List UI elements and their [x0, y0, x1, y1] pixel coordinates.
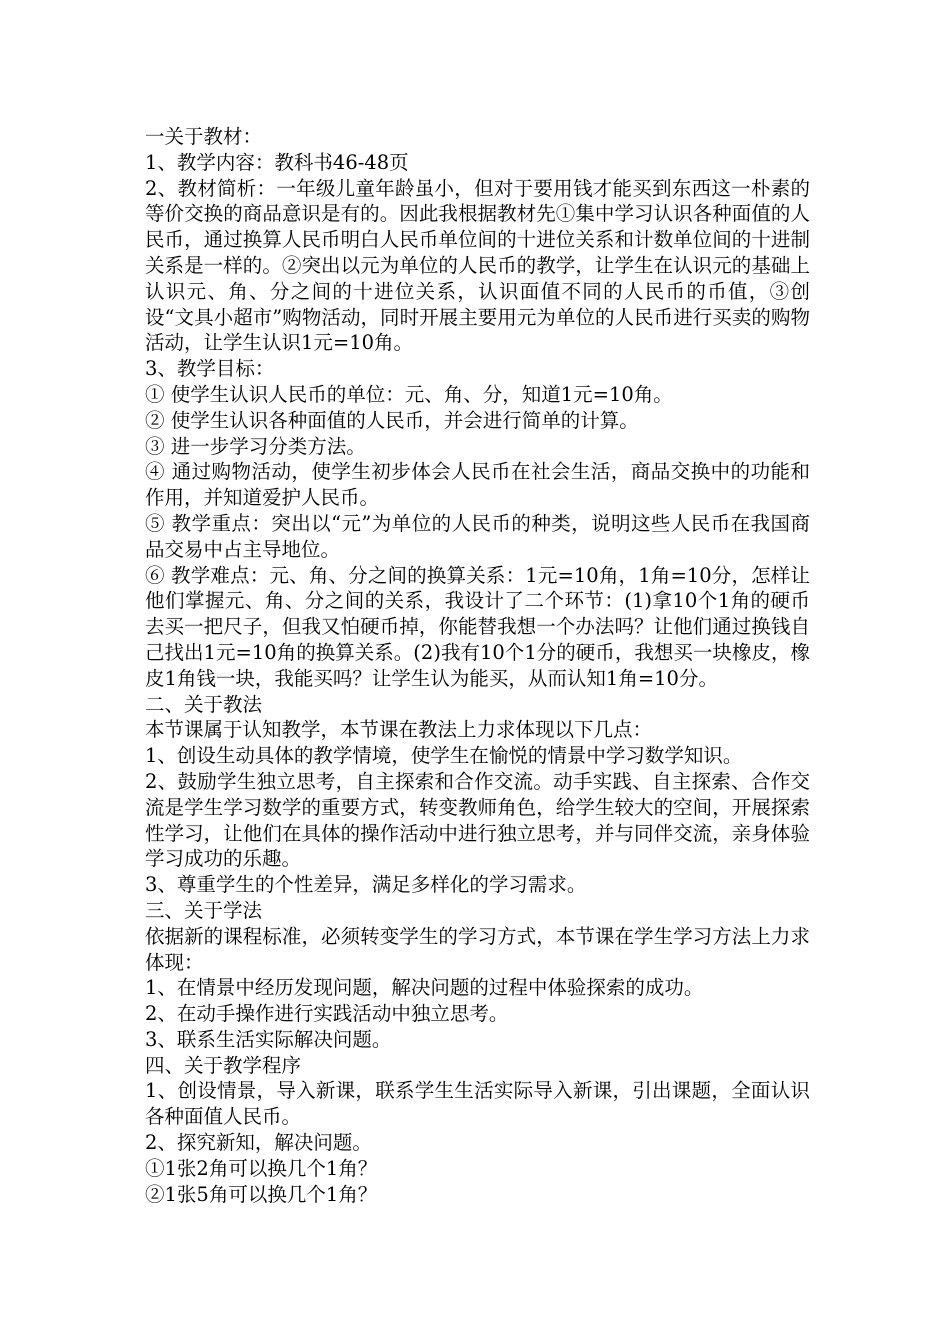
- learning-item-3: 3、联系生活实际解决问题。: [145, 1027, 392, 1051]
- procedure-item-2: 2、探究新知，解决问题。: [145, 1131, 372, 1155]
- goal-item-3: ③ 进一步学习分类方法。: [145, 434, 366, 458]
- learning-item-2: 2、在动手操作进行实践活动中独立思考。: [145, 1002, 509, 1026]
- section-heading-teaching-procedure: 四、关于教学程序: [145, 1053, 302, 1077]
- document-body: [145, 124, 810, 1207]
- goal-item-2: ② 使学生认识各种面值的人民币，并会进行简单的计算。: [145, 408, 639, 432]
- procedure-item-1: 1、创设情景，导入新课，联系学生生活实际导入新课，引出课题，全面认识各种面值人民币。: [145, 1079, 810, 1129]
- method-item-1: 1、创设生动具体的教学情境，使学生在愉悦的情景中学习数学知识。: [145, 744, 743, 768]
- method-item-2: 2、鼓励学生独立思考，自主探索和合作交流。动手实践、自主探索、合作交流是学生学习数学的重要方式，转变教师角色，给学生较大的空间，开展探索性学习，让他们在具体的操作活动中进行独立思考，并与同伴交流，亲身体验学习成功的乐趣。: [145, 769, 810, 871]
- paragraph-teaching-content: 1、教学内容：教科书46-48页: [145, 150, 409, 174]
- goal-item-key-point: ⑤ 教学重点：突出以“元”为单位的人民币的种类，说明这些人民币在我国商品交易中占主导地位。: [145, 511, 810, 561]
- paragraph-textbook-analysis: 2、教材简析：一年级儿童年龄虽小，但对于要用钱才能买到东西这一朴素的等价交换的商品意识是有的。因此我根据教材先①集中学习认识各种面值的人民币，通过换算人民币明白人民币单位间的十进位关系和计数单位间的十进制关系是一样的。②突出以元为单位的人民币的教学，让学生在认识元的基础上认识元、角、分之间的十进位关系，认识面值不同的人民币的币值，③创设“文具小超市”购物活动，同时开展主要用元为单位的人民币进行买卖的购物活动，让学生认识1元=10角。: [145, 176, 810, 355]
- paragraph-teaching-goals-heading: 3、教学目标：: [145, 357, 275, 381]
- method-item-3: 3、尊重学生的个性差异，满足多样化的学习需求。: [145, 873, 587, 897]
- procedure-question-1: ①1张2角可以换几个1角？: [145, 1156, 378, 1180]
- paragraph-learning-intro: 依据新的课程标准，必须转变学生的学习方式，本节课在学生学习方法上力求体现：: [145, 924, 810, 974]
- goal-item-4: ④ 通过购物活动，使学生初步体会人民币在社会生活，商品交换中的功能和作用，并知道爱护人民币。: [145, 460, 810, 510]
- goal-item-difficulty: ⑥ 教学难点：元、角、分之间的换算关系：1元=10角，1角=10分，怎样让他们掌握元、角、分之间的关系，我设计了二个环节：(1)拿10个1角的硬币去买一把尺子，但我又怕硬币掉，你能替我想一个办法吗？让他们通过换钱自己找出1元=10角的换算关系。(2)我有10个1分的硬币，我想买一块橡皮，橡皮1角钱一块，我能买吗？让学生认为能买，从而认知1角=10分。: [145, 563, 810, 690]
- section-heading-textbook: 一关于教材：: [145, 125, 263, 148]
- goal-item-1: ① 使学生认识人民币的单位：元、角、分，知道1元=10角。: [145, 382, 673, 406]
- procedure-question-2: ②1张5角可以换几个1角？: [145, 1182, 378, 1206]
- section-heading-teaching-method: 二、关于教法: [145, 692, 263, 716]
- learning-item-1: 1、在情景中经历发现问题，解决问题的过程中体验探索的成功。: [145, 976, 704, 1000]
- section-heading-learning-method: 三、关于学法: [145, 898, 263, 922]
- paragraph-method-intro: 本节课属于认知教学，本节课在教法上力求体现以下几点：: [145, 718, 653, 742]
